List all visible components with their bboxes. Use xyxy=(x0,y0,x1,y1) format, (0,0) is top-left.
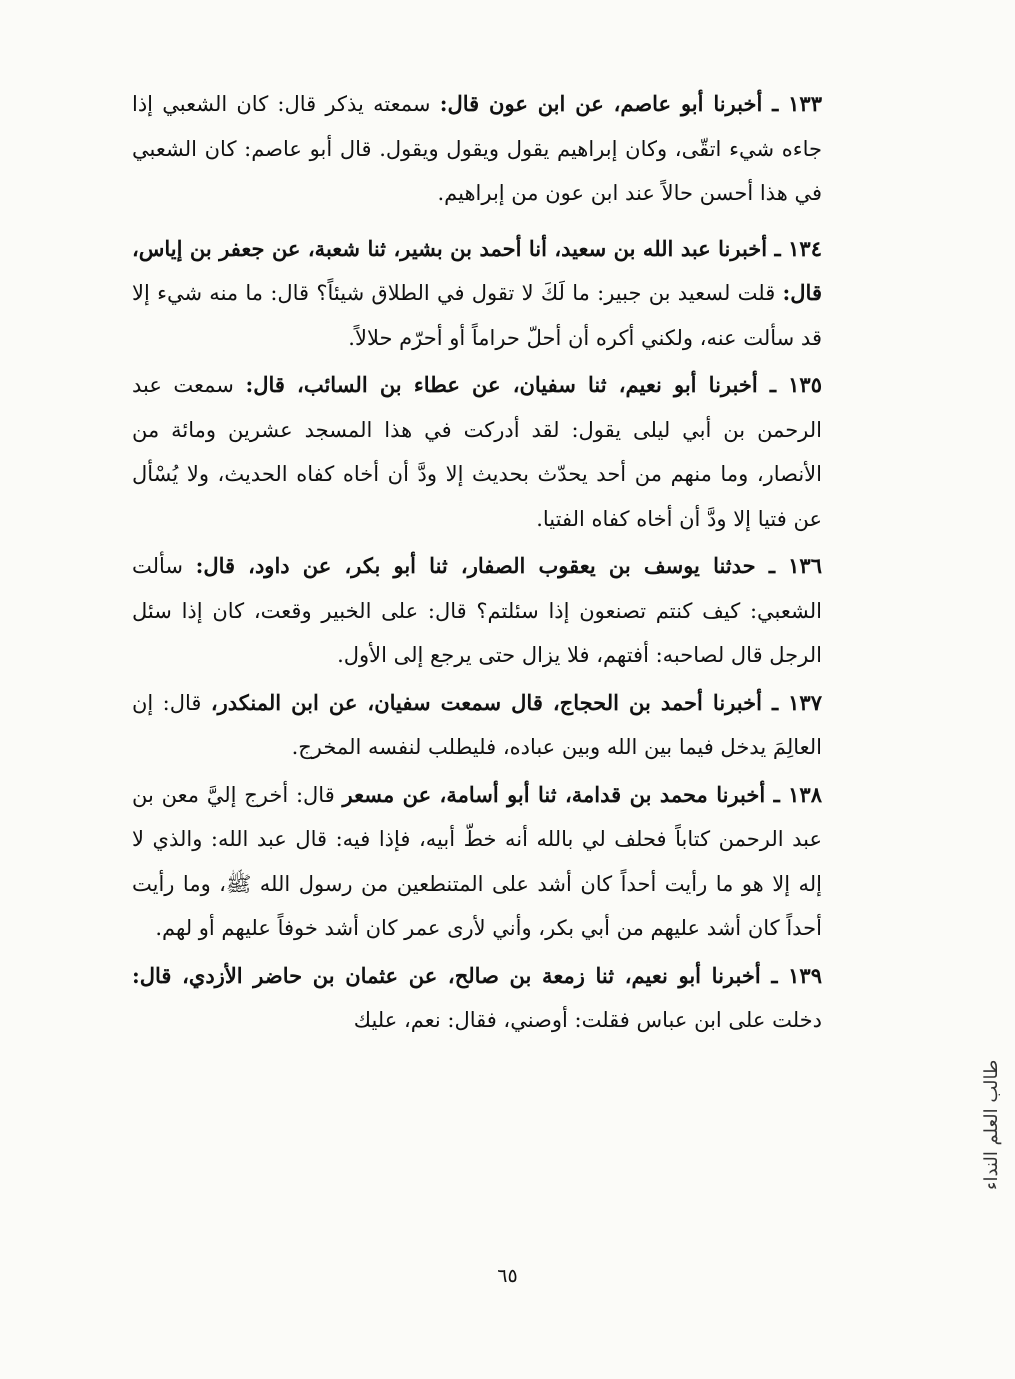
hadith-136 xyxy=(132,544,822,678)
hadith-139-chain: ١٣٩ ـ أخبرنا أبو نعيم، ثنا زمعة بن صالح، عن عثمان بن حاضر الأزدي، قال: xyxy=(132,962,822,988)
hadith-135 xyxy=(132,363,822,541)
page-body xyxy=(132,82,822,1043)
hadith-135-chain: ١٣٥ ـ أخبرنا أبو نعيم، ثنا سفيان، عن عطاء بن السائب، قال: xyxy=(245,372,822,397)
hadith-138 xyxy=(132,773,822,951)
hadith-137-chain: ١٣٧ ـ أخبرنا أحمد بن الحجاج، قال سمعت سفيان، عن ابن المنكدر، xyxy=(210,689,822,715)
hadith-136-text: سألت الشعبي: كيف كنتم تصنعون إذا سئلتم؟ قال: على الخبير وقعت، كان إذا سئل الرجل قال لصاحبه: أفتهم، فلا يزال حتى يرجع إلى الأول. xyxy=(132,554,822,667)
hadith-137-text: قال: إن العالِمَ يدخل فيما بين الله وبين عباده، فليطلب لنفسه المخرج. xyxy=(132,690,822,759)
margin-running-title: ﻃﺎﻟﺐ ﺍﻟﻌﻠﻢ ﺍﻟﻨﺪﺍﺀ xyxy=(981,1060,1002,1191)
hadith-135-text: سمعت عبد الرحمن بن أبي ليلى يقول: لقد أدركت في هذا المسجد عشرين ومائة من الأنصار، وما منهم من أحد يحدّث بحديث إلا ودَّ أن أخاه كفاه الحديث، ولا يُسْأل عن فتيا إلا ودَّ أن أخاه كفاه الفتيا. xyxy=(132,373,822,531)
page-number: ٦٥ xyxy=(497,1265,518,1287)
hadith-134 xyxy=(132,227,822,361)
hadith-139 xyxy=(132,954,822,1043)
hadith-133 xyxy=(132,82,822,216)
hadith-138-chain: ١٣٨ ـ أخبرنا محمد بن قدامة، ثنا أبو أسامة، عن مسعر xyxy=(342,781,822,807)
hadith-136-chain: ١٣٦ ـ حدثنا يوسف بن يعقوب الصفار، ثنا أبو بكر، عن داود، قال: xyxy=(195,553,822,578)
hadith-133-text: سمعته يذكر قال: كان الشعبي إذا جاءه شيء اتقّى، وكان إبراهيم يقول ويقول ويقول. قال أبو عاصم: كان الشعبي في هذا أحسن حالاً عند ابن عون من إبراهيم. xyxy=(132,92,822,205)
hadith-139-text: دخلت على ابن عباس فقلت: أوصني، فقال: نعم، عليك xyxy=(353,1008,822,1032)
hadith-133-chain: ١٣٣ ـ أخبرنا أبو عاصم، عن ابن عون قال: xyxy=(439,91,822,116)
hadith-137 xyxy=(132,681,822,770)
hadith-138-text: قال: أخرج إليَّ معن بن عبد الرحمن كتاباً فحلف لي بالله أنه خطّ أبيه، فإذا فيه: قال عبد الله: والذي لا إله إلا هو ما رأيت أحداً كان أشد على المتنطعين من رسول الله ﷺ، وما رأيت أحداً كان أشد عليهم من أبي بكر، وأني لأرى عمر كان أشد خوفاً عليهم أو لهم. xyxy=(132,782,822,940)
hadith-134-chain: ١٣٤ ـ أخبرنا عبد الله بن سعيد، أنا أحمد بن بشير، ثنا شعبة، عن جعفر بن إياس، قال: xyxy=(132,235,822,305)
hadith-134-text: قلت لسعيد بن جبير: ما لَكَ لا تقول في الطلاق شيئاً؟ قال: ما منه شيء إلا قد سألت عنه، ولكني أكره أن أحلّ حراماً أو أحرّم حلالاً. xyxy=(132,281,822,350)
